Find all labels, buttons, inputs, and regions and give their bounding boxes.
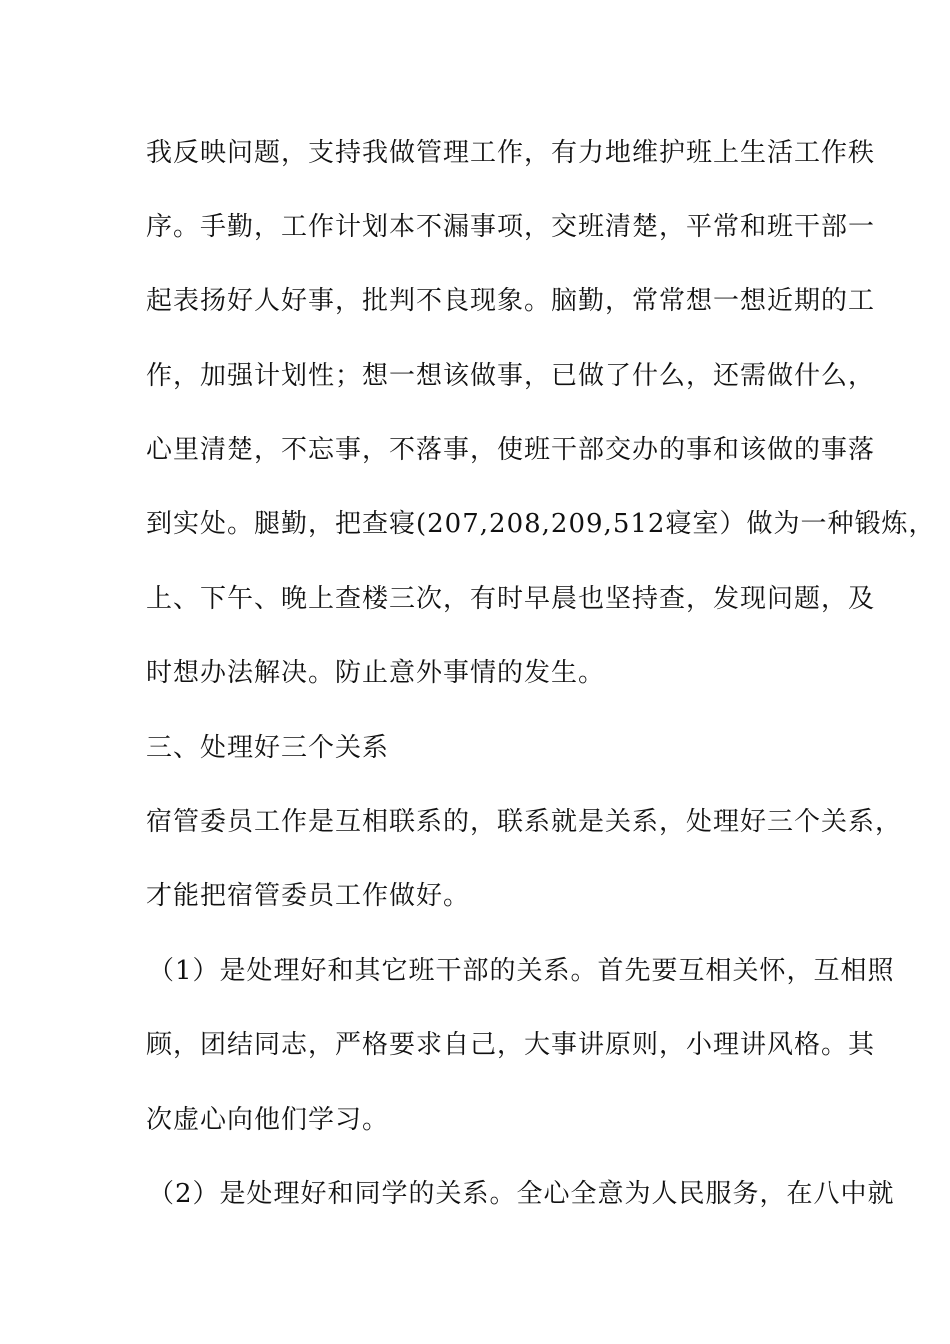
text-line-5: 心里清楚，不忘事，不落事，使班干部交办的事和该做的事落 bbox=[146, 435, 876, 465]
text-line-13: 顾，团结同志，严格要求自己，大事讲原则，小理讲风格。其 bbox=[146, 1030, 876, 1060]
text-line-1: 我反映问题，支持我做管理工作，有力地维护班上生活工作秩 bbox=[146, 138, 876, 168]
section-heading: 三、处理好三个关系 bbox=[146, 733, 390, 763]
text-line-10: 宿管委员工作是互相联系的，联系就是关系，处理好三个关系， bbox=[146, 807, 903, 837]
text-line-6: 到实处。腿勤，把查寝(207,208,209,512寝室）做为一种锻炼， bbox=[146, 509, 936, 539]
text-line-4: 作，加强计划性；想一想该做事，已做了什么，还需做什么， bbox=[146, 361, 876, 391]
text-line-7: 上、下午、晚上查楼三次，有时早晨也坚持查，发现问题，及 bbox=[146, 584, 876, 614]
text-line-11: 才能把宿管委员工作做好。 bbox=[146, 881, 471, 911]
text-line-3: 起表扬好人好事，批判不良现象。脑勤，常常想一想近期的工 bbox=[146, 286, 876, 316]
text-line-12: （1）是处理好和其它班干部的关系。首先要互相关怀，互相照 bbox=[148, 956, 895, 986]
text-line-14: 次虚心向他们学习。 bbox=[146, 1105, 390, 1135]
text-line-2: 序。手勤，工作计划本不漏事项，交班清楚，平常和班干部一 bbox=[146, 212, 876, 242]
text-line-15: （2）是处理好和同学的关系。全心全意为人民服务，在八中就 bbox=[148, 1179, 895, 1209]
text-line-8: 时想办法解决。防止意外事情的发生。 bbox=[146, 658, 606, 688]
